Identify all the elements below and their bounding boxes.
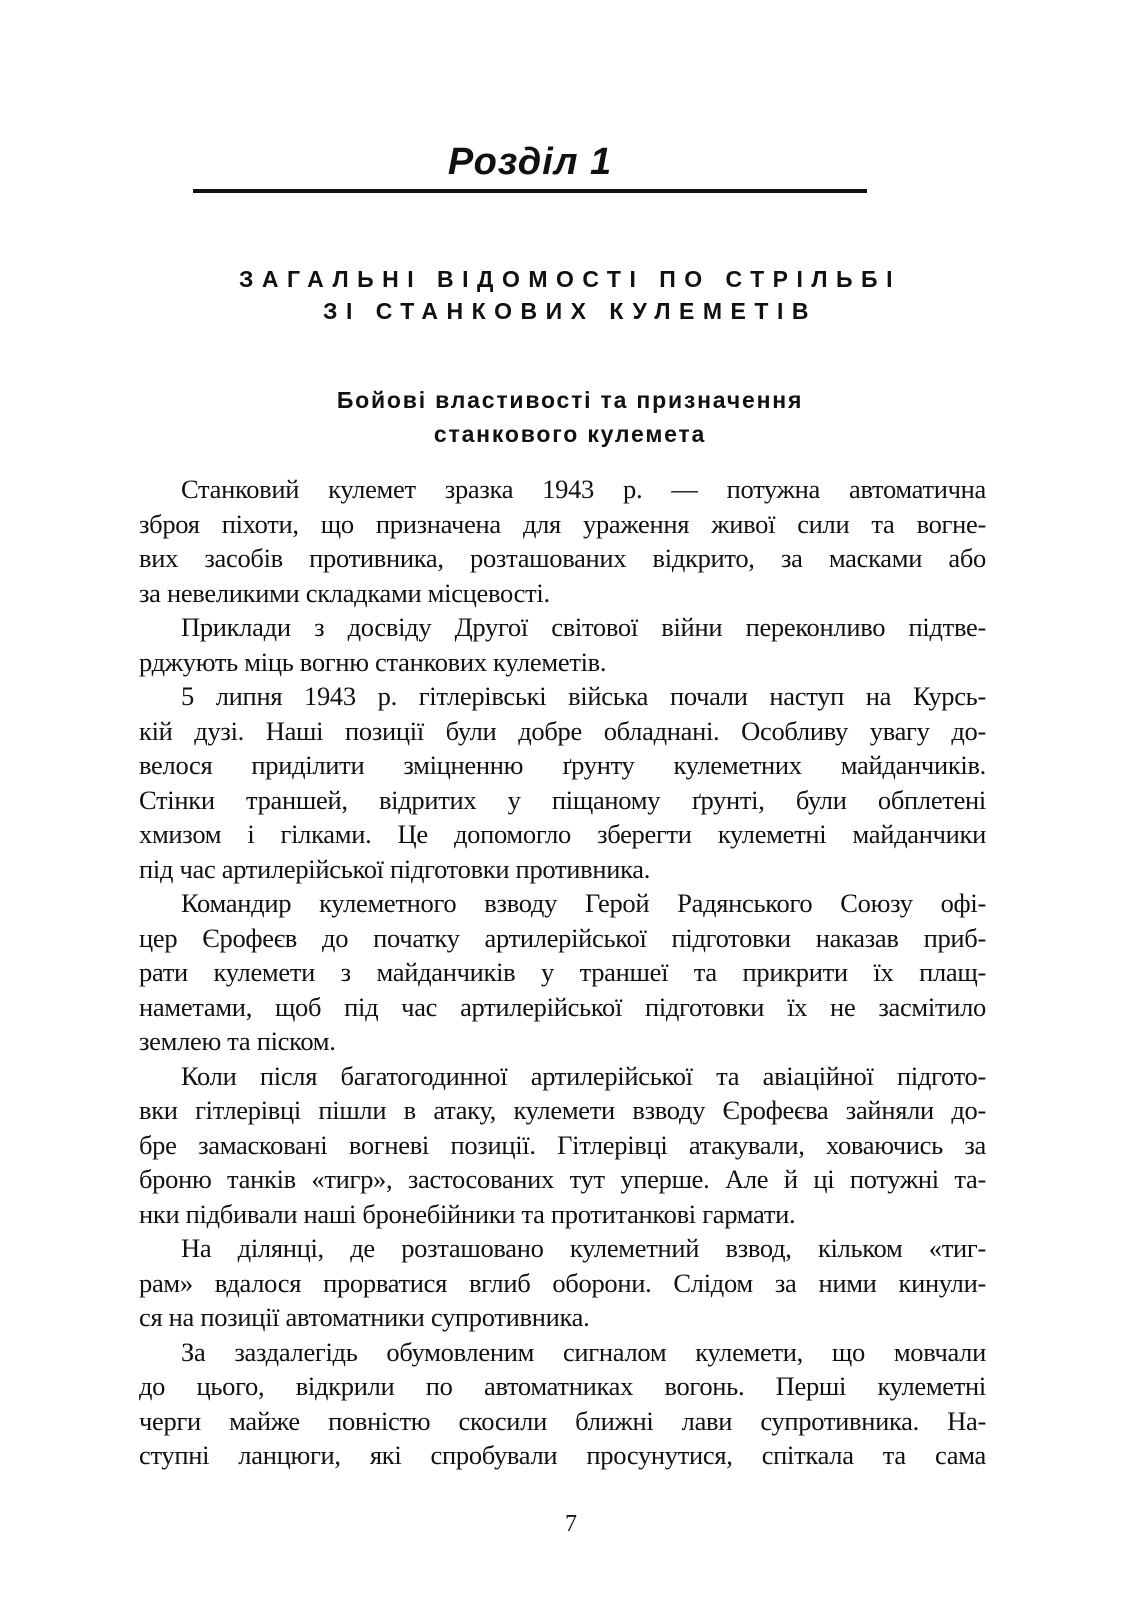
- paragraph: [139, 1231, 986, 1335]
- text-line: зброя піхоти, що призначена для ураження живої сили та вогне-: [139, 508, 986, 539]
- text-line: броню танків «тигр», застосованих тут уперше. Але й ці потужні та-: [139, 1164, 986, 1194]
- text-line: Коли після багатогодинної артилерійської та авіаційної підгото-: [181, 1060, 986, 1091]
- chapter-title-underline: [193, 189, 867, 193]
- text-line: На ділянці, де розташовано кулеметний взвод, кільком «тиг-: [181, 1233, 986, 1263]
- paragraph: [139, 610, 986, 679]
- text-line: черги майже повністю скосили ближні лави супротивника. На-: [139, 1405, 986, 1436]
- paragraph: [139, 886, 986, 1059]
- body-text: [139, 472, 986, 1473]
- text-line: бре замасковані вогневі позиції. Гітлерівці атакували, ховаючись за: [139, 1129, 986, 1160]
- text-line: Стінки траншей, відритих у піщаному ґрунті, були обплетені: [139, 784, 986, 815]
- text-line: рджують міць вогню станкових кулеметів.: [139, 646, 607, 677]
- subsection-title: [120, 383, 1020, 451]
- text-line: Командир кулеметного взводу Герой Радянського Союзу офі-: [181, 888, 986, 918]
- text-line: нки підбивали наші бронебійники та протитанкові гармати.: [139, 1198, 796, 1229]
- text-line: Приклади з досвіду Другої світової війни переконливо підтве-: [181, 612, 986, 642]
- chapter-title: Розділ 1: [447, 141, 613, 183]
- text-line: хмизом і гілками. Це допомогло зберегти кулеметні майданчики: [139, 819, 986, 849]
- text-line: рати кулемети з майданчиків у траншеї та прикрити їх плащ-: [139, 957, 986, 987]
- page-number: 7: [565, 1511, 577, 1537]
- subsection-title-line: Бойові властивості та призначення: [336, 387, 804, 413]
- text-line: до цього, відкрили по автоматниках вогонь. Перші кулеметні: [139, 1371, 986, 1401]
- text-line: під час артилерійської підготовки противника.: [139, 853, 651, 884]
- paragraph: [139, 1059, 986, 1232]
- section-title-line: ЗАГАЛЬНІ ВІДОМОСТІ ПО СТРІЛЬБІ: [239, 266, 901, 292]
- text-line: ступні ланцюги, які спробували просунутися, спіткала та сама: [139, 1440, 986, 1470]
- text-line: вки гітлерівці пішли в атаку, кулемети взводу Єрофеєва зайняли до-: [139, 1095, 986, 1125]
- text-line: землею та піском.: [139, 1026, 336, 1056]
- text-line: Станковий кулемет зразка 1943 р. — потужна автоматична: [181, 474, 986, 504]
- text-line: цер Єрофеєв до початку артилерійської підготовки наказав приб-: [139, 922, 986, 953]
- text-line: За заздалегідь обумовленим сигналом кулемети, що мовчали: [181, 1336, 986, 1367]
- paragraph: [139, 679, 986, 886]
- text-line: рам» вдалося прорватися вглиб оборони. Слідом за ними кинули-: [139, 1267, 986, 1298]
- section-title-line: ЗІ СТАНКОВИХ КУЛЕМЕТІВ: [323, 298, 817, 324]
- text-line: 5 липня 1943 р. гітлерівські війська почали наступ на Курсь-: [181, 681, 986, 711]
- text-line: кій дузі. Наші позиції були добре обладнані. Особливу увагу до-: [139, 715, 986, 746]
- text-line: ся на позиції автоматники супротивника.: [139, 1302, 590, 1332]
- text-line: за невеликими складками місцевості.: [139, 577, 550, 608]
- paragraph: [139, 1335, 986, 1473]
- section-title: [120, 263, 1020, 327]
- subsection-title-line: станкового кулемета: [433, 421, 707, 447]
- text-line: вих засобів противника, розташованих відкрито, за масками або: [139, 543, 986, 573]
- text-line: наметами, щоб під час артилерійської підготовки їх не засмітило: [139, 991, 986, 1022]
- text-line: велося приділити зміцненню ґрунту кулеметних майданчиків.: [139, 750, 986, 780]
- paragraph: [139, 472, 986, 610]
